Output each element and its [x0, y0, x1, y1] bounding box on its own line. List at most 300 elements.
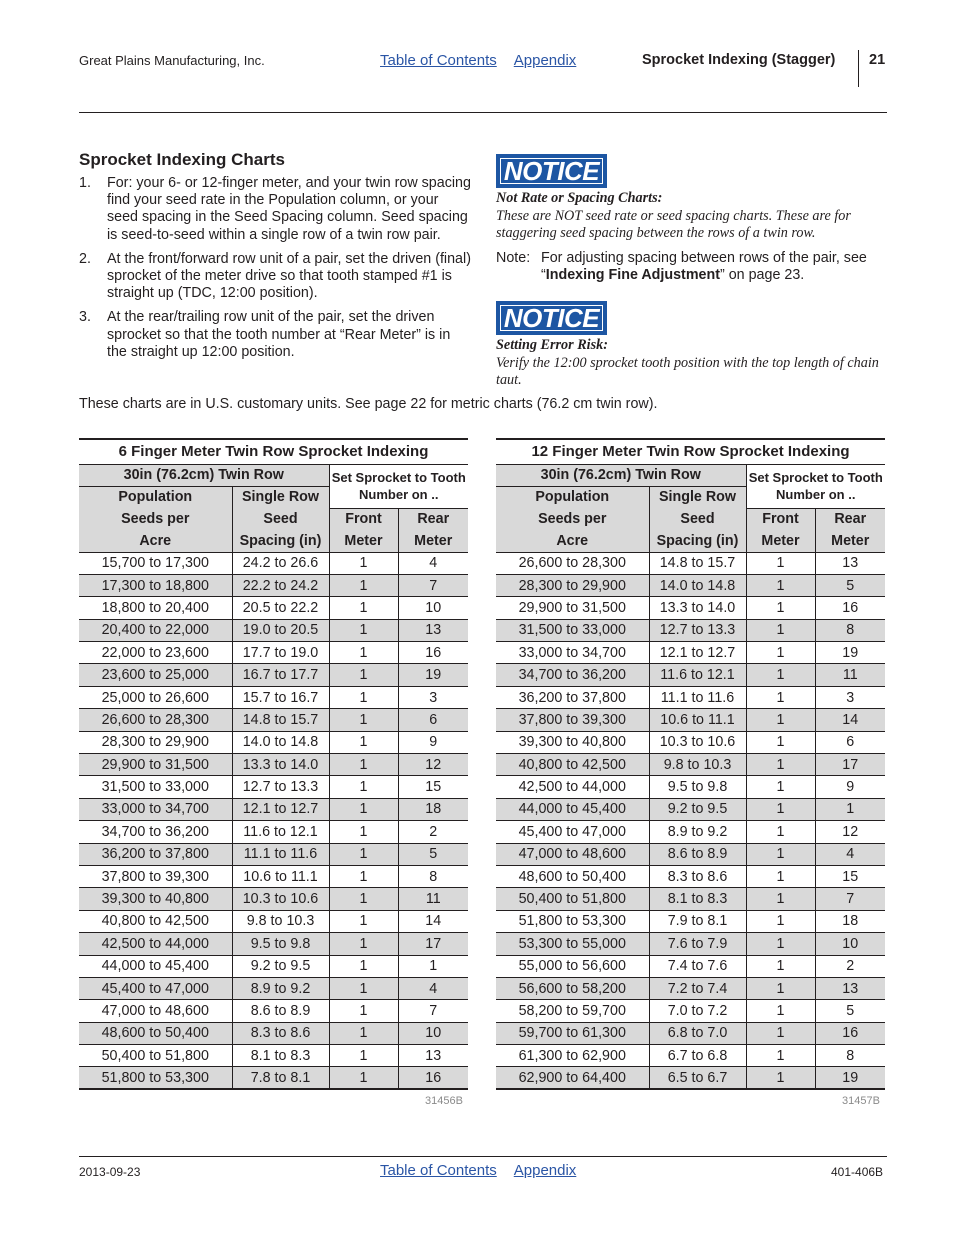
table-cell: 4 [815, 843, 885, 865]
step-item [79, 309, 471, 361]
table-row [79, 1000, 468, 1022]
table-cell: 1 [746, 754, 815, 776]
table-cell: 1 [329, 888, 398, 910]
step-list [79, 175, 471, 368]
table-cell: 1 [746, 977, 815, 999]
table-row [79, 552, 468, 574]
table-cell: 45,400 to 47,000 [79, 977, 232, 999]
table-cell: 26,600 to 28,300 [496, 552, 649, 574]
table-cell: 14.0 to 14.8 [649, 574, 746, 596]
table-cell: 15.7 to 16.7 [232, 686, 329, 708]
header-nav [380, 52, 576, 69]
table-cell: 1 [746, 888, 815, 910]
table-cell: 1 [329, 977, 398, 999]
table-cell: 17 [815, 754, 885, 776]
table-row [496, 776, 885, 798]
table-cell: 14 [815, 709, 885, 731]
table-cell: 24.2 to 26.6 [232, 552, 329, 574]
table-cell: 1 [746, 776, 815, 798]
table-cell: 1 [746, 597, 815, 619]
table-cell: 5 [815, 1000, 885, 1022]
column-header: Acre [79, 530, 232, 552]
table-cell: 25,000 to 26,600 [79, 686, 232, 708]
table-cell: 11.1 to 11.6 [232, 843, 329, 865]
table-cell: 12 [815, 821, 885, 843]
table-row [79, 910, 468, 932]
table-cell: 36,200 to 37,800 [79, 843, 232, 865]
table-cell: 17.7 to 19.0 [232, 642, 329, 664]
table-cell: 19 [815, 1067, 885, 1089]
column-header: Meter [746, 530, 815, 552]
table-row [496, 910, 885, 932]
table-cell: 1 [329, 574, 398, 596]
units-note: These charts are in U.S. customary units. See page 22 for metric charts (76.2 cm twin row). [79, 396, 658, 412]
table-cell: 9 [398, 731, 468, 753]
sprocket-indexing-table [79, 438, 468, 1090]
table-cell: 1 [746, 1022, 815, 1044]
table-row [496, 754, 885, 776]
table-cell: 14 [398, 910, 468, 932]
table-row [496, 597, 885, 619]
table-cell: 17 [398, 933, 468, 955]
table-row [79, 731, 468, 753]
table-cell: 9.8 to 10.3 [649, 754, 746, 776]
table-cell: 5 [398, 843, 468, 865]
table-cell: 1 [746, 843, 815, 865]
table-cell: 10.3 to 10.6 [649, 731, 746, 753]
table-cell: 7 [398, 574, 468, 596]
table-row [79, 977, 468, 999]
table-cell: 1 [329, 686, 398, 708]
table-cell: 1 [329, 843, 398, 865]
table-row [79, 955, 468, 977]
table-cell: 31,500 to 33,000 [496, 619, 649, 641]
table-cell: 14.0 to 14.8 [232, 731, 329, 753]
table-cell: 1 [329, 664, 398, 686]
table-cell: 39,300 to 40,800 [79, 888, 232, 910]
table-cell: 40,800 to 42,500 [496, 754, 649, 776]
table-cell: 1 [329, 1045, 398, 1067]
table-cell: 3 [398, 686, 468, 708]
footer-nav [380, 1162, 576, 1179]
table-row [79, 597, 468, 619]
note-body [496, 250, 886, 284]
table-cell: 1 [746, 865, 815, 887]
header-toc-link[interactable]: Table of Contents [380, 52, 497, 69]
notice-body: Verify the 12:00 sprocket tooth position with the top length of chain taut. [496, 354, 879, 388]
table-cell: 13.3 to 14.0 [649, 597, 746, 619]
table-cell: 6.5 to 6.7 [649, 1067, 746, 1089]
table-subtitle: 30in (76.2cm) Twin Row [496, 464, 746, 486]
table-cell: 37,800 to 39,300 [496, 709, 649, 731]
column-header: Seed [649, 508, 746, 530]
table-cell: 10 [815, 933, 885, 955]
table-cell: 1 [329, 597, 398, 619]
table-row [496, 865, 885, 887]
table-cell: 34,700 to 36,200 [79, 821, 232, 843]
table-cell: 51,800 to 53,300 [496, 910, 649, 932]
table-cell: 13 [398, 619, 468, 641]
footer-rule [79, 1156, 887, 1157]
table-cell: 62,900 to 64,400 [496, 1067, 649, 1089]
table-cell: 7.9 to 8.1 [649, 910, 746, 932]
table-cell: 53,300 to 55,000 [496, 933, 649, 955]
table-cell: 1 [746, 821, 815, 843]
table-cell: 10 [398, 597, 468, 619]
table-cell: 1 [329, 754, 398, 776]
table-cell: 7 [398, 1000, 468, 1022]
step-text: For: your 6- or 12-finger meter, and your twin row spacing find your seed rate in the Population column, or your seed spacing in the Seed Spacing column. Seed spacing is seed-to-seed within a single row of a twin row pair. [107, 175, 471, 243]
table-cell: 6.8 to 7.0 [649, 1022, 746, 1044]
table-cell: 48,600 to 50,400 [496, 865, 649, 887]
table-cell: 1 [746, 664, 815, 686]
table-row [496, 642, 885, 664]
table-cell: 12.7 to 13.3 [232, 776, 329, 798]
table-cell: 1 [329, 865, 398, 887]
table-cell: 13 [815, 977, 885, 999]
column-header: Front [746, 508, 815, 530]
table-cell: 12.7 to 13.3 [649, 619, 746, 641]
column-header: Population [496, 486, 649, 508]
table-row [79, 776, 468, 798]
table-row [79, 754, 468, 776]
table-cell: 59,700 to 61,300 [496, 1022, 649, 1044]
table-cell: 7.2 to 7.4 [649, 977, 746, 999]
table-cell: 15,700 to 17,300 [79, 552, 232, 574]
table-cell: 11.6 to 12.1 [649, 664, 746, 686]
table-row [496, 977, 885, 999]
table-title: 12 Finger Meter Twin Row Sprocket Indexing [496, 439, 885, 464]
table-cell: 9.2 to 9.5 [649, 798, 746, 820]
table-cell: 23,600 to 25,000 [79, 664, 232, 686]
table-cell: 12.1 to 12.7 [232, 798, 329, 820]
table-cell: 7 [815, 888, 885, 910]
table-cell: 15 [815, 865, 885, 887]
table-cell: 29,900 to 31,500 [496, 597, 649, 619]
table-cell: 42,500 to 44,000 [79, 933, 232, 955]
table-cell: 1 [746, 955, 815, 977]
table-cell: 2 [398, 821, 468, 843]
table-cell: 4 [398, 977, 468, 999]
table-cell: 16 [815, 1022, 885, 1044]
table-cell: 6 [815, 731, 885, 753]
table-cell: 36,200 to 37,800 [496, 686, 649, 708]
table-cell: 16 [815, 597, 885, 619]
sprocket-indexing-table [496, 438, 885, 1090]
table-cell: 4 [398, 552, 468, 574]
column-header: Spacing (in) [649, 530, 746, 552]
column-header: Seeds per [79, 508, 232, 530]
table-row [79, 709, 468, 731]
table-cell: 1 [329, 642, 398, 664]
column-header: Meter [815, 530, 885, 552]
table-cell: 1 [329, 776, 398, 798]
table-cell: 14.8 to 15.7 [232, 709, 329, 731]
table-row [496, 955, 885, 977]
step-number: 3. [79, 309, 91, 326]
table-row [496, 1045, 885, 1067]
table-cell: 16.7 to 17.7 [232, 664, 329, 686]
table-cell: 19.0 to 20.5 [232, 619, 329, 641]
table-cell: 7.0 to 7.2 [649, 1000, 746, 1022]
header-appendix-link[interactable]: Appendix [513, 52, 577, 69]
table-cell: 1 [329, 798, 398, 820]
table-cell: 56,600 to 58,200 [496, 977, 649, 999]
table-cell: 37,800 to 39,300 [79, 865, 232, 887]
table-cell: 1 [746, 686, 815, 708]
table-row [496, 933, 885, 955]
table-cell: 1 [746, 731, 815, 753]
table-cell: 8.6 to 8.9 [649, 843, 746, 865]
column-header: Acre [496, 530, 649, 552]
header-divider [858, 50, 859, 87]
table-cell: 8.9 to 9.2 [232, 977, 329, 999]
table-cell: 8.3 to 8.6 [649, 865, 746, 887]
table-cell: 1 [746, 910, 815, 932]
table-cell: 18 [398, 798, 468, 820]
table-cell: 22,000 to 23,600 [79, 642, 232, 664]
note-block [496, 250, 886, 284]
table-row [79, 798, 468, 820]
table-cell: 44,000 to 45,400 [79, 955, 232, 977]
company-name: Great Plains Manufacturing, Inc. [79, 53, 265, 68]
table-cell: 8.9 to 9.2 [649, 821, 746, 843]
table-cell: 1 [746, 933, 815, 955]
table-cell: 8.1 to 8.3 [649, 888, 746, 910]
note-reference: Indexing Fine Adjustment [545, 267, 720, 284]
table-cell: 50,400 to 51,800 [79, 1045, 232, 1067]
notice-rate-spacing [496, 190, 886, 243]
table-cell: 33,000 to 34,700 [496, 642, 649, 664]
column-header: Population [79, 486, 232, 508]
table-cell: 1 [398, 955, 468, 977]
step-item [79, 251, 471, 303]
table-row [79, 933, 468, 955]
page-title: Sprocket Indexing Charts [79, 150, 285, 169]
table-subtitle: 30in (76.2cm) Twin Row [79, 464, 329, 486]
table-cell: 1 [329, 821, 398, 843]
footer-toc-link[interactable]: Table of Contents [380, 1162, 497, 1179]
column-header: Seed [232, 508, 329, 530]
header-rule [79, 112, 887, 113]
table-row [496, 686, 885, 708]
table-row [79, 843, 468, 865]
table-cell: 1 [815, 798, 885, 820]
table-cell: 22.2 to 24.2 [232, 574, 329, 596]
table-cell: 18,800 to 20,400 [79, 597, 232, 619]
table-cell: 1 [329, 552, 398, 574]
step-number: 1. [79, 175, 91, 191]
table-row [496, 798, 885, 820]
table-cell: 10.3 to 10.6 [232, 888, 329, 910]
table-cell: 58,200 to 59,700 [496, 1000, 649, 1022]
step-item [79, 175, 471, 244]
table-row [79, 686, 468, 708]
table-cell: 9.8 to 10.3 [232, 910, 329, 932]
table-cell: 16 [398, 1067, 468, 1089]
table-row [496, 1000, 885, 1022]
notice-body: These are NOT seed rate or seed spacing charts. These are for staggering seed spacing between the rows of a twin row. [496, 207, 851, 241]
column-header: Rear [815, 508, 885, 530]
doc-number: 401-406B [831, 1165, 884, 1179]
notice-label: NOTICE [503, 155, 600, 186]
table-cell: 1 [746, 619, 815, 641]
table-row [79, 888, 468, 910]
table-cell: 8 [815, 1045, 885, 1067]
table-cell: 10.6 to 11.1 [649, 709, 746, 731]
note-text: For adjusting spacing between rows of the pair, see “ [541, 250, 867, 284]
table-cell: 1 [329, 910, 398, 932]
notice-title: Not Rate or Spacing Charts: [496, 190, 663, 206]
table-cell: 12 [398, 754, 468, 776]
step-number: 2. [79, 250, 91, 267]
figure-code: 31456B [425, 1095, 463, 1107]
table-cell: 8.3 to 8.6 [232, 1022, 329, 1044]
table-row [496, 821, 885, 843]
table-cell: 19 [815, 642, 885, 664]
table-row [79, 664, 468, 686]
table-cell: 13 [815, 552, 885, 574]
table-row [496, 731, 885, 753]
table-cell: 6 [398, 709, 468, 731]
table-cell: 34,700 to 36,200 [496, 664, 649, 686]
table-cell: 51,800 to 53,300 [79, 1067, 232, 1089]
table-cell: 29,900 to 31,500 [79, 754, 232, 776]
table-title: 6 Finger Meter Twin Row Sprocket Indexing [79, 439, 468, 464]
table-cell: 1 [329, 1067, 398, 1089]
table-cell: 8 [815, 619, 885, 641]
table-cell: 9.5 to 9.8 [232, 933, 329, 955]
table-cell: 1 [329, 1022, 398, 1044]
table-cell: 47,000 to 48,600 [496, 843, 649, 865]
table-row [79, 821, 468, 843]
notice-title: Setting Error Risk: [496, 337, 608, 353]
table-row [79, 619, 468, 641]
table-cell: 1 [746, 1000, 815, 1022]
notice-setting-error [496, 337, 886, 390]
table-cell: 3 [815, 686, 885, 708]
table-cell: 26,600 to 28,300 [79, 709, 232, 731]
notice-label: NOTICE [503, 302, 600, 333]
table-cell: 12.1 to 12.7 [649, 642, 746, 664]
table-cell: 1 [329, 955, 398, 977]
table-cell: 2 [815, 955, 885, 977]
step-text: At the front/forward row unit of a pair, set the driven (final) sprocket of the meter drive so that tooth stamped #1 is straight up (TDC, 12:00 position). [107, 250, 471, 302]
column-header: Seeds per [496, 508, 649, 530]
table-row [79, 1022, 468, 1044]
notice-badge [496, 301, 607, 335]
table-cell: 10 [398, 1022, 468, 1044]
table-cell: 1 [746, 1067, 815, 1089]
table-cell: 9 [815, 776, 885, 798]
table-row [496, 664, 885, 686]
table-cell: 18 [815, 910, 885, 932]
set-sprocket-label: Set Sprocket to Tooth Number on .. [329, 464, 468, 508]
table-cell: 55,000 to 56,600 [496, 955, 649, 977]
set-sprocket-label: Set Sprocket to Tooth Number on .. [746, 464, 885, 508]
table-cell: 11.6 to 12.1 [232, 821, 329, 843]
table-row [496, 1067, 885, 1089]
table-cell: 13 [398, 1045, 468, 1067]
column-header: Single Row [232, 486, 329, 508]
table-cell: 11 [398, 888, 468, 910]
table-cell: 17,300 to 18,800 [79, 574, 232, 596]
table-row [496, 843, 885, 865]
notice-badge [496, 154, 607, 188]
footer-appendix-link[interactable]: Appendix [513, 1162, 577, 1179]
table-cell: 14.8 to 15.7 [649, 552, 746, 574]
note-label: Note: [496, 250, 531, 266]
table-cell: 1 [329, 731, 398, 753]
table-cell: 5 [815, 574, 885, 596]
table-cell: 11.1 to 11.6 [649, 686, 746, 708]
table-row [496, 619, 885, 641]
table-cell: 42,500 to 44,000 [496, 776, 649, 798]
table-row [79, 642, 468, 664]
table-cell: 39,300 to 40,800 [496, 731, 649, 753]
column-header: Spacing (in) [232, 530, 329, 552]
table-cell: 44,000 to 45,400 [496, 798, 649, 820]
table-cell: 1 [329, 933, 398, 955]
table-cell: 45,400 to 47,000 [496, 821, 649, 843]
table-row [496, 552, 885, 574]
table-row [79, 1045, 468, 1067]
table-cell: 7.8 to 8.1 [232, 1067, 329, 1089]
table-cell: 8 [398, 865, 468, 887]
table-cell: 47,000 to 48,600 [79, 1000, 232, 1022]
section-name: Sprocket Indexing (Stagger) [642, 52, 836, 68]
table-cell: 7.4 to 7.6 [649, 955, 746, 977]
table-cell: 20.5 to 22.2 [232, 597, 329, 619]
table-cell: 50,400 to 51,800 [496, 888, 649, 910]
table-cell: 8.6 to 8.9 [232, 1000, 329, 1022]
table-cell: 28,300 to 29,900 [79, 731, 232, 753]
table-cell: 1 [329, 709, 398, 731]
table-cell: 13.3 to 14.0 [232, 754, 329, 776]
table-row [496, 888, 885, 910]
table-row [79, 865, 468, 887]
table-row [79, 574, 468, 596]
figure-code: 31457B [842, 1095, 880, 1107]
table-cell: 61,300 to 62,900 [496, 1045, 649, 1067]
table-cell: 20,400 to 22,000 [79, 619, 232, 641]
table-cell: 6.7 to 6.8 [649, 1045, 746, 1067]
table-cell: 9.2 to 9.5 [232, 955, 329, 977]
table-row [496, 574, 885, 596]
table-cell: 28,300 to 29,900 [496, 574, 649, 596]
table-row [79, 1067, 468, 1089]
table-cell: 10.6 to 11.1 [232, 865, 329, 887]
table-cell: 19 [398, 664, 468, 686]
table-cell: 7.6 to 7.9 [649, 933, 746, 955]
note-text-end: ” on page 23. [719, 267, 805, 284]
page-number: 21 [869, 52, 886, 68]
table-cell: 8.1 to 8.3 [232, 1045, 329, 1067]
table-cell: 1 [746, 709, 815, 731]
table-cell: 9.5 to 9.8 [649, 776, 746, 798]
table-cell: 33,000 to 34,700 [79, 798, 232, 820]
table-row [496, 709, 885, 731]
table-row [496, 1022, 885, 1044]
table-cell: 1 [329, 619, 398, 641]
footer-date: 2013-09-23 [79, 1165, 141, 1179]
table-cell: 1 [329, 1000, 398, 1022]
table-cell: 1 [746, 574, 815, 596]
column-header: Rear [398, 508, 468, 530]
table-cell: 15 [398, 776, 468, 798]
table-cell: 40,800 to 42,500 [79, 910, 232, 932]
table-cell: 31,500 to 33,000 [79, 776, 232, 798]
